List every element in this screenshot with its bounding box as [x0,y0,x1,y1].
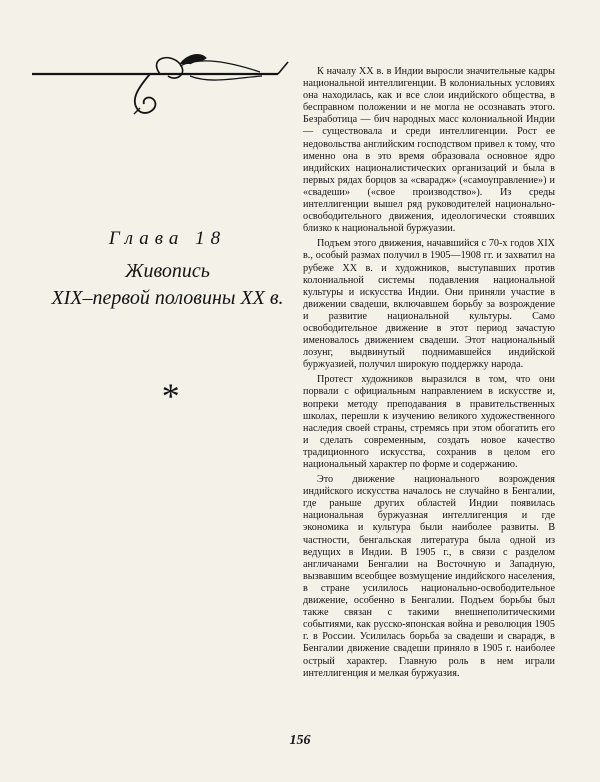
chapter-title [40,258,295,312]
chapter-number: Глава 18 [108,228,227,249]
asterisk-divider: * [160,376,178,416]
page-number: 156 [289,733,311,748]
chapter-title-line-1: Живопись [125,260,210,282]
paragraph-1: К началу XX в. в Индии выросли значительные кадры национальной интеллигенции. В колониальных условиях она находилась, как и все слои индийского общества, в бесправном положении и не могла не осознавать этого. Безработица — бич народных масс колониальной Индии — существовала и среди интеллигенции. Рост ее недовольства английским господством привел к тому, что именно она в это время образовала основное ядро индийских националистических организаций и была в первых рядах борцов за «сварадж» («самоуправление») и «свадеши» («свое производство»). Из среды интеллигенции вышел ряд руководителей национально-освободительного движения, идеологически стоявших близко к национальной буржуазии. [303,66,555,235]
paragraph-4: Это движение национального возрождения индийского искусства началось не случайно в Бенгалии, где раньше других областей Индии появилась национальная буржуазная интеллигенция и где экономика и культура были наиболее развиты. В частности, бенгальская литература была одной из ведущих в Индии. В 1905 г., в связи с разделом англичанами Бенгалии на Восточную и Западную, вызвавшим всеобщее возмущение индийского населения, в стране усилилось национально-освободительное движение, особенно в Бенгалии. Подъем борьбы был также связан с такими внешнеполитическими событиями, как русско-японская война и революция 1905 г. в России. Усилилась борьба за свадеши и сварадж, в Бенгалии движение свадеши приняло в 1905 г. наиболее острый характер. Главную роль в нем играли интеллигенция и мелкая буржуазия. [303,474,555,679]
body-text-column [303,66,555,683]
chapter-heading [40,228,295,312]
chapter-title-line-2: XIX–первой половины XX в. [51,287,284,309]
paragraph-3: Протест художников выразился в том, что они порвали с официальным направлением в искусстве и, вопреки методу преподавания в правительственных школах, перешли к изучению великого художественного наследия своей страны, стремясь при этом обогатить его и сделать современным, создать новое качество традиционного искусства, сохранив в целом его национальный характер по форме и содержанию. [303,374,555,470]
paragraph-2: Подъем этого движения, начавшийся с 70-х годов XIX в., особый размах получил в 1905—1908 гг. и захватил на рубеже XX в. и художников, выступавших против колониальной системы подавления национальной культуры и искусства Индии. Они приняли участие в движении свадеши, включавшем борьбу за возрождение и развитие национальной культуры. Само освободительное движение в этот период зачастую именовалось движением свадеши. Этот национальный лозунг, выдвинутый поднимавшейся индийской буржуазией, получил широкую поддержку народа. [303,238,555,371]
floral-ornament-icon [30,48,290,118]
